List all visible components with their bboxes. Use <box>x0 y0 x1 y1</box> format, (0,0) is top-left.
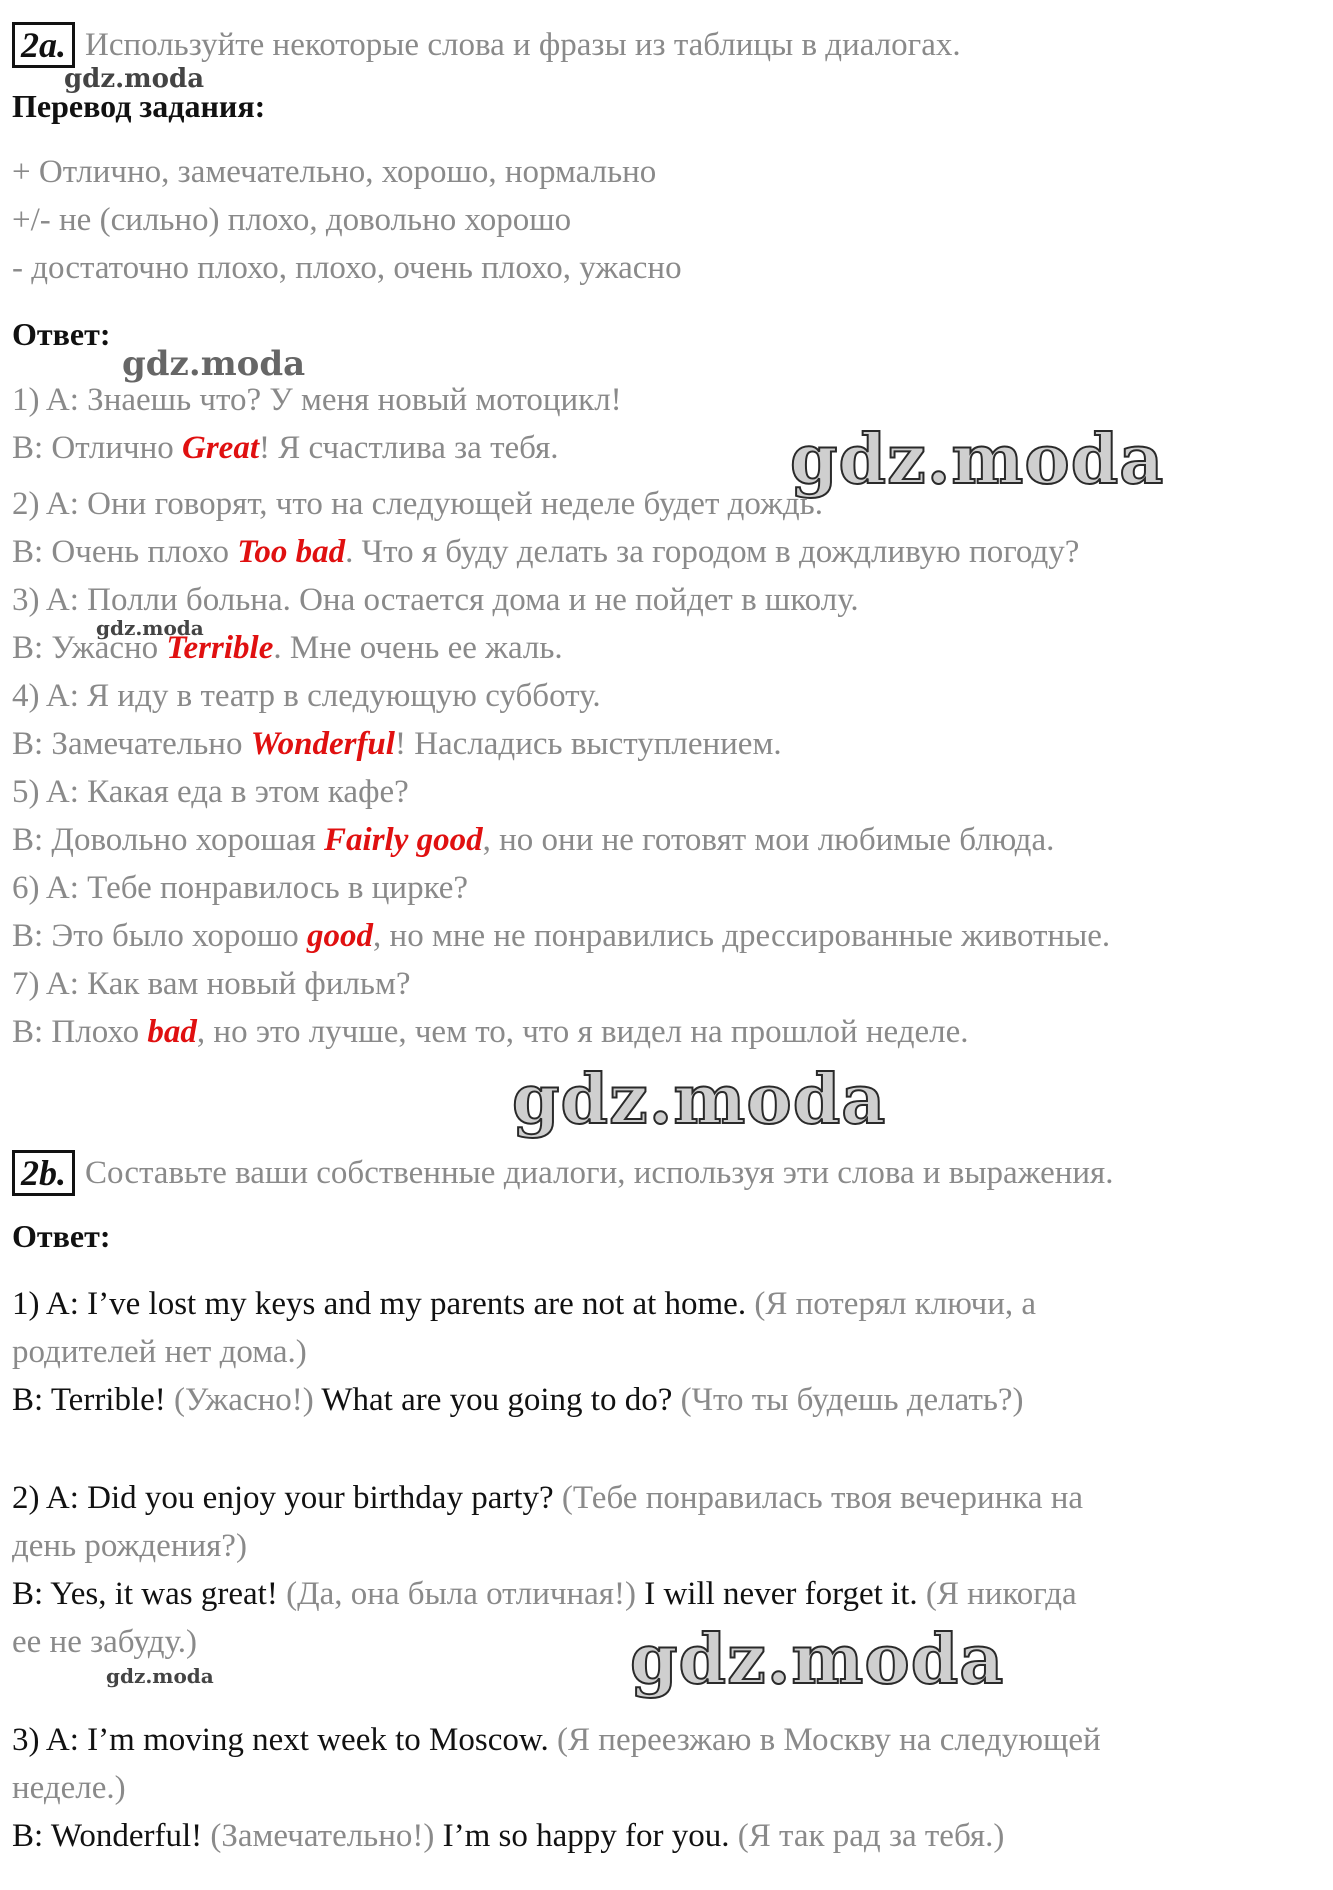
dialog-2b-1-a: 1) A: I’ve lost my keys and my parents are not at home. (Я потерял ключи, а <box>12 1286 1037 1322</box>
highlight-word: bad <box>147 1014 197 1050</box>
dialog-2b-2-b-cont: ее не забуду.) <box>12 1624 197 1660</box>
dialog-2b-1-b: B: Terrible! (Ужасно!) What are you going to do? (Что ты будешь делать?) <box>12 1382 1024 1418</box>
dialog-2b-2-b: B: Yes, it was great! (Да, она была отличная!) I will never forget it. (Я никогда <box>12 1576 1077 1612</box>
task-2a-header <box>12 22 961 68</box>
dialog-2a-5-a: 5) A: Какая еда в этом кафе? <box>12 774 409 810</box>
translation-line: +/- не (сильно) плохо, довольно хорошо <box>12 202 572 238</box>
answer-heading-2a: Ответ: <box>12 316 111 352</box>
watermark: gdz.moda <box>96 616 204 640</box>
watermark: gdz.moda <box>630 1620 1005 1700</box>
answer-heading-2b: Ответ: <box>12 1218 111 1254</box>
translation-line: + Отлично, замечательно, хорошо, нормально <box>12 154 657 190</box>
highlight-word: Terrible <box>166 630 274 666</box>
watermark: gdz.moda <box>512 1060 887 1140</box>
dialog-2a-6-b: B: Это было хорошо good, но мне не понравились дрессированные животные. <box>12 918 1111 954</box>
watermark: gdz.moda <box>790 420 1165 500</box>
translation-line: - достаточно плохо, плохо, очень плохо, ужасно <box>12 250 682 286</box>
dialog-2a-4-a: 4) A: Я иду в театр в следующую субботу. <box>12 678 601 714</box>
task-2b-header <box>12 1150 1113 1196</box>
dialog-2b-2-a-cont: день рождения?) <box>12 1528 247 1564</box>
dialog-2a-7-a: 7) A: Как вам новый фильм? <box>12 966 411 1002</box>
task-2b-number: 2b. <box>12 1150 75 1196</box>
highlight-word: good <box>307 918 374 954</box>
watermark: gdz.moda <box>106 1664 214 1688</box>
watermark: gdz.moda <box>122 344 306 384</box>
dialog-2a-3-a: 3) A: Полли больна. Она остается дома и не пойдет в школу. <box>12 582 859 618</box>
dialog-2a-7-b: B: Плохо bad, но это лучше, чем то, что я видел на прошлой неделе. <box>12 1014 969 1050</box>
dialog-2a-6-a: 6) A: Тебе понравилось в цирке? <box>12 870 469 906</box>
watermark: gdz.moda <box>64 64 205 94</box>
highlight-word: Too bad <box>237 534 346 570</box>
dialog-2a-1-a: 1) A: Знаешь что? У меня новый мотоцикл! <box>12 382 622 418</box>
dialog-2a-3-b: B: Ужасно Terrible. Мне очень ее жаль. <box>12 630 563 666</box>
highlight-word: Wonderful <box>250 726 395 762</box>
dialog-2b-3-a-cont: неделе.) <box>12 1770 126 1806</box>
highlight-word: Fairly good <box>324 822 483 858</box>
task-2b-instruction: Составьте ваши собственные диалоги, используя эти слова и выражения. <box>85 1154 1114 1191</box>
dialog-2a-2-a: 2) A: Они говорят, что на следующей неделе будет дождь. <box>12 486 823 522</box>
translation-heading: Перевод задания: <box>12 88 266 124</box>
dialog-2a-2-b: B: Очень плохо Too bad. Что я буду делать за городом в дождливую погоду? <box>12 534 1080 570</box>
dialog-2b-2-a: 2) A: Did you enjoy your birthday party? (Тебе понравилась твоя вечеринка на <box>12 1480 1084 1516</box>
dialog-2b-3-a: 3) A: I’m moving next week to Moscow. (Я переезжаю в Москву на следующей <box>12 1722 1101 1758</box>
dialog-2b-3-b: B: Wonderful! (Замечательно!) I’m so happy for you. (Я так рад за тебя.) <box>12 1818 1005 1854</box>
highlight-word: Great <box>182 430 259 466</box>
dialog-2a-4-b: B: Замечательно Wonderful! Насладись выступлением. <box>12 726 782 762</box>
task-2a-number: 2a. <box>12 22 75 68</box>
dialog-2a-5-b: B: Довольно хорошая Fairly good, но они не готовят мои любимые блюда. <box>12 822 1055 858</box>
dialog-2a-1-b: B: Отлично Great! Я счастлива за тебя. <box>12 430 559 466</box>
task-2a-instruction: Используйте некоторые слова и фразы из таблицы в диалогах. <box>85 26 961 63</box>
dialog-2b-1-a-cont: родителей нет дома.) <box>12 1334 307 1370</box>
